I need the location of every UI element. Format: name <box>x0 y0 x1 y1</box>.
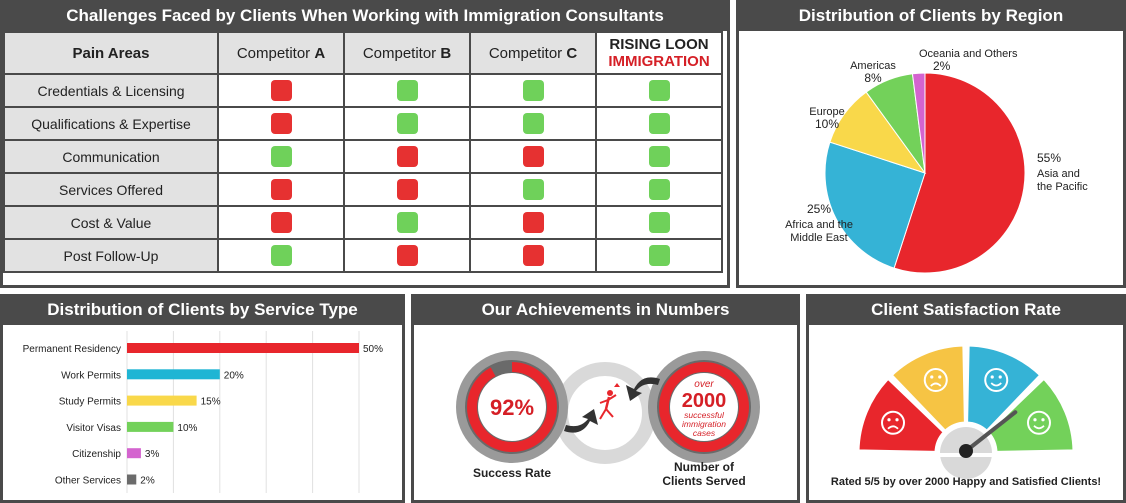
pie-pct-label: 55% <box>1037 151 1062 165</box>
competitor-letter: C <box>566 44 578 62</box>
clients-label-1: Number of <box>674 460 734 474</box>
clients-sub3: cases <box>692 428 716 438</box>
bar-value-label: 20% <box>223 370 244 382</box>
success-rate-label: Success Rate <box>472 466 552 480</box>
status-cell <box>470 140 596 173</box>
bar-category-label: Citizenship <box>72 449 121 461</box>
status-good-indicator <box>397 113 418 134</box>
status-cell <box>470 173 596 206</box>
status-cell <box>218 140 344 173</box>
table-row <box>4 173 722 206</box>
status-bad-indicator <box>523 212 544 233</box>
satisfaction-gauge <box>809 325 1123 500</box>
status-good-indicator <box>271 146 292 167</box>
center-ring <box>561 369 649 457</box>
clients-number: 2000 <box>681 390 727 412</box>
satisfaction-title: Client Satisfaction Rate <box>809 297 1123 325</box>
pie-name-label: the Pacific <box>1037 181 1088 193</box>
pie-name-label: Americas <box>850 60 896 72</box>
pain-area-label: Cost & Value <box>4 206 218 239</box>
arrow-left-icon <box>564 409 598 433</box>
competitor-header <box>470 32 596 74</box>
pie-name-label: Oceania and Others <box>919 48 1018 60</box>
bar-value-label: 50% <box>363 344 384 355</box>
table-row <box>4 206 722 239</box>
status-cell <box>218 173 344 206</box>
competitor-letter: A <box>314 44 326 62</box>
status-bad-indicator <box>397 245 418 266</box>
achiever-icon <box>600 383 620 419</box>
bar <box>127 448 141 458</box>
competitor-prefix: Competitor <box>236 44 315 62</box>
table-row <box>4 107 722 140</box>
pain-area-label: Communication <box>4 140 218 173</box>
pain-areas-header <box>4 32 218 74</box>
status-cell <box>344 107 470 140</box>
clients-over: over <box>694 379 714 390</box>
status-bad-indicator <box>523 245 544 266</box>
status-good-indicator <box>523 80 544 101</box>
competitor-letter: B <box>440 44 452 62</box>
status-cell <box>596 206 722 239</box>
status-good-indicator <box>649 212 670 233</box>
pie-name-label: Africa and the <box>785 219 853 231</box>
bar-value-label: 3% <box>144 449 160 461</box>
pain-area-label: Qualifications & Expertise <box>4 107 218 140</box>
region-pie-chart <box>739 31 1123 285</box>
clients-label-2: Clients Served <box>662 474 746 488</box>
pie-name-label: Middle East <box>790 232 848 244</box>
brand-line-2: IMMIGRATION <box>608 53 710 70</box>
service-panel <box>0 294 405 503</box>
pain-area-label: Services Offered <box>4 173 218 206</box>
status-bad-indicator <box>271 179 292 200</box>
pie-pct-label: 8% <box>864 71 882 85</box>
bar-category-label: Visitor Visas <box>66 422 121 434</box>
bar-category-label: Work Permits <box>61 370 121 382</box>
status-cell <box>344 140 470 173</box>
bar-category-label: Permanent Residency <box>22 344 121 355</box>
table-row <box>4 140 722 173</box>
status-good-indicator <box>523 113 544 134</box>
status-cell <box>596 173 722 206</box>
status-cell <box>470 107 596 140</box>
service-title: Distribution of Clients by Service Type <box>3 297 402 325</box>
competitor-prefix: Competitor <box>362 44 441 62</box>
status-cell <box>344 173 470 206</box>
pain-area-label: Post Follow-Up <box>4 239 218 272</box>
pie-pct-label: 2% <box>933 59 951 73</box>
bar-value-label: 15% <box>200 396 221 408</box>
status-good-indicator <box>649 146 670 167</box>
bar-category-label: Study Permits <box>58 396 121 408</box>
satisfaction-panel <box>806 294 1126 503</box>
gauge-needle-pivot <box>959 444 973 458</box>
clients-sub2: immigration <box>682 419 726 429</box>
status-bad-indicator <box>523 146 544 167</box>
status-cell <box>218 107 344 140</box>
brand-line-1: RISING LOON <box>609 36 709 53</box>
status-good-indicator <box>649 113 670 134</box>
bar <box>127 396 197 406</box>
service-bar-chart <box>3 325 402 500</box>
status-cell <box>470 74 596 107</box>
pain-area-label: Credentials & Licensing <box>4 74 218 107</box>
table-row <box>4 74 722 107</box>
bar <box>127 422 173 432</box>
achievements-graphic <box>414 325 797 500</box>
achievements-panel <box>411 294 800 503</box>
bar <box>127 343 359 353</box>
clients-sub1: successful <box>684 410 724 420</box>
status-bad-indicator <box>271 113 292 134</box>
status-cell <box>596 107 722 140</box>
status-good-indicator <box>649 80 670 101</box>
region-panel <box>736 0 1126 288</box>
status-good-indicator <box>397 212 418 233</box>
status-cell <box>596 239 722 272</box>
satisfaction-caption: Rated 5/5 by over 2000 Happy and Satisfied Clients! <box>830 476 1102 488</box>
status-good-indicator <box>271 245 292 266</box>
pie-name-label: Europe <box>809 106 845 118</box>
competitor-header <box>218 32 344 74</box>
challenges-panel <box>0 0 730 288</box>
bar-value-label: 10% <box>177 422 198 434</box>
status-cell <box>470 206 596 239</box>
pain-areas-label: Pain Areas <box>72 44 150 62</box>
comparison-table <box>3 31 723 273</box>
bar <box>127 369 220 379</box>
status-cell <box>470 239 596 272</box>
status-good-indicator <box>397 80 418 101</box>
status-good-indicator <box>649 245 670 266</box>
brand-header <box>596 32 722 74</box>
success-rate-value: 92% <box>489 395 535 420</box>
status-bad-indicator <box>271 80 292 101</box>
competitor-header <box>344 32 470 74</box>
status-good-indicator <box>649 179 670 200</box>
status-bad-indicator <box>397 146 418 167</box>
challenges-title: Challenges Faced by Clients When Working with Immigration Consultants <box>3 3 727 31</box>
status-cell <box>596 74 722 107</box>
status-cell <box>344 239 470 272</box>
status-cell <box>596 140 722 173</box>
status-cell <box>218 239 344 272</box>
bar-value-label: 2% <box>140 475 155 487</box>
status-cell <box>344 206 470 239</box>
table-row <box>4 239 722 272</box>
status-bad-indicator <box>397 179 418 200</box>
status-cell <box>344 74 470 107</box>
status-cell <box>218 74 344 107</box>
competitor-prefix: Competitor <box>488 44 567 62</box>
status-cell <box>218 206 344 239</box>
region-title: Distribution of Clients by Region <box>739 3 1123 31</box>
status-good-indicator <box>523 179 544 200</box>
achievements-title: Our Achievements in Numbers <box>414 297 797 325</box>
pie-pct-label: 25% <box>806 202 832 216</box>
status-bad-indicator <box>271 212 292 233</box>
bar-category-label: Other Services <box>54 475 121 487</box>
pie-pct-label: 10% <box>814 117 840 131</box>
bar <box>127 475 136 485</box>
pie-name-label: Asia and <box>1037 168 1080 180</box>
